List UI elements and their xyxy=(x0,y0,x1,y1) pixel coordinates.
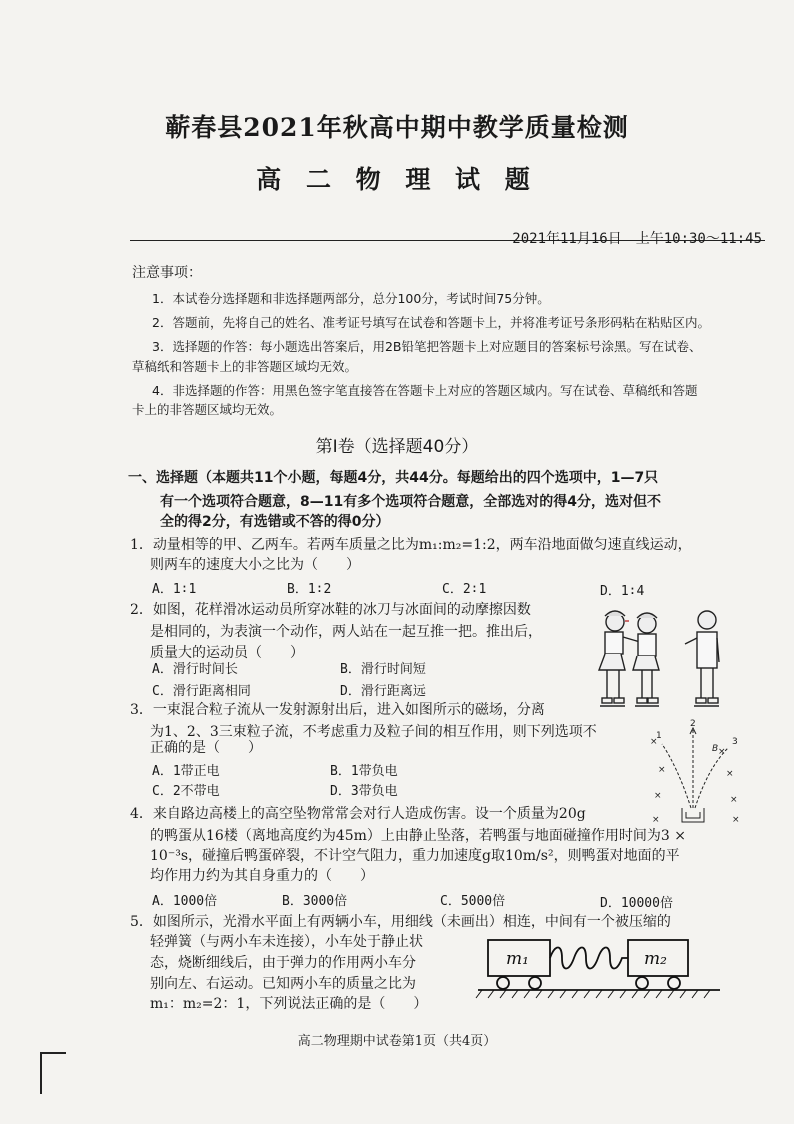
q2-option-d: D．滑行距离远 xyxy=(340,684,426,699)
q2-stem: 2．如图，花样滑冰运动员所穿冰鞋的冰刀与冰面间的动摩擦因数 xyxy=(130,602,531,618)
field-cross: × xyxy=(718,747,726,757)
field-cross: × xyxy=(726,769,734,779)
q3-option-b: B．1带负电 xyxy=(330,764,398,779)
magnetic-field-figure xyxy=(648,718,743,833)
q3-option-d: D．3带负电 xyxy=(330,784,398,799)
exam-date: 2021年11月16日 上午10:30～11:45 xyxy=(512,231,762,247)
q5-stem: 5．如图所示，光滑水平面上有两辆小车，用细线（未画出）相连，中间有一个被压缩的 xyxy=(130,914,671,930)
q4-option-d: D．10000倍 xyxy=(600,896,673,911)
corner-mark xyxy=(40,1052,66,1094)
field-cross: × xyxy=(658,765,666,775)
cart-m2-label: m₂ xyxy=(644,949,667,969)
field-cross: × xyxy=(650,737,658,747)
instruction-line: 一、选择题（本题共11个小题，每题4分，共44分。每题给出的四个选项中，1—7只 xyxy=(128,470,659,486)
field-cross: × xyxy=(654,791,662,801)
cart-m1-label: m₁ xyxy=(506,949,529,969)
field-cross: × xyxy=(652,815,660,825)
q4-stem: 的鸭蛋从16楼（离地高度约为45m）上由静止坠落，若鸭蛋与地面碰撞作用时间为3 × xyxy=(150,828,686,844)
notice-line: 2．答题前，先将自己的姓名、准考证号填写在试卷和答题卡上，并将准考证号条形码粘在粘贴区内。 xyxy=(152,315,710,330)
field-cross: × xyxy=(732,815,740,825)
q3-option-c: C．2不带电 xyxy=(152,784,220,799)
instruction-line: 有一个选项符合题意，8—11有多个选项符合题意，全部选对的得4分，选对但不 xyxy=(160,494,661,510)
q1-option-c: C．2∶1 xyxy=(442,582,487,597)
q3-stem: 3．一束混合粒子流从一发射源射出后，进入如图所示的磁场，分离 xyxy=(130,702,545,718)
q5-stem: 轻弹簧（与两小车未连接），小车处于静止状 xyxy=(150,934,423,950)
q5-stem: m₁：m₂=2：1，下列说法正确的是（ ） xyxy=(150,996,428,1012)
q4-stem: 10⁻³s，碰撞后鸭蛋碎裂，不计空气阻力，重力加速度g取10m/s²，则鸭蛋对地面的平 xyxy=(150,848,680,864)
page-footer: 高二物理期中试卷第1页（共4页） xyxy=(297,1034,497,1049)
q4-option-c: C．5000倍 xyxy=(440,894,506,909)
notice-line: 3．选择题的作答：每小题选出答案后，用2B铅笔把答题卡上对应题目的答案标号涂黑。写在试卷、 xyxy=(152,339,702,354)
q1-stem: 1．动量相等的甲、乙两车。若两车质量之比为m₁:m₂=1:2，两车沿地面做匀速直线运动， xyxy=(130,537,692,553)
q2-stem: 质量大的运动员（ ） xyxy=(150,645,304,661)
q1-option-d: D．1∶4 xyxy=(600,584,645,599)
beam-3-label: 3 xyxy=(732,737,738,747)
notice-line: 草稿纸和答题卡上的非答题区域均无效。 xyxy=(132,359,358,374)
q5-stem: 态，烧断细线后，由于弹力的作用两小车分 xyxy=(150,955,416,971)
q1-option-a: A．1∶1 xyxy=(152,582,197,597)
q1-option-b: B．1∶2 xyxy=(287,582,332,597)
notice-line: 4．非选择题的作答：用黑色签字笔直接答在答题卡上对应的答题区域内。写在试卷、草稿纸和答题 xyxy=(152,383,698,398)
q3-option-a: A．1带正电 xyxy=(152,764,220,779)
exam-title: 蕲春县2021年秋高中期中教学质量检测 xyxy=(165,113,629,142)
q2-option-a: A．滑行时间长 xyxy=(152,662,238,677)
q4-option-b: B．3000倍 xyxy=(282,894,348,909)
q2-option-c: C．滑行距离相同 xyxy=(152,684,251,699)
notice-line: 1．本试卷分选择题和非选择题两部分，总分100分，考试时间75分钟。 xyxy=(152,291,550,306)
two-carts-figure xyxy=(470,934,732,1004)
notice-line: 卡上的非答题区域均无效。 xyxy=(132,402,283,417)
field-b-label: B xyxy=(712,744,719,754)
beam-2-label: 2 xyxy=(690,719,696,729)
exam-subtitle: 高 二 物 理 试 题 xyxy=(256,165,538,194)
section-title: 第Ⅰ卷（选择题40分） xyxy=(315,437,479,457)
q3-stem: 为1、2、3三束粒子流，不考虑重力及粒子间的相互作用，则下列选项不 xyxy=(150,724,597,740)
q2-option-b: B．滑行时间短 xyxy=(340,662,426,677)
skaters-figure xyxy=(585,602,735,712)
beam-1-label: 1 xyxy=(656,731,662,741)
q3-stem: 正确的是（ ） xyxy=(150,740,262,756)
q4-stem: 均作用力约为其自身重力的（ ） xyxy=(150,868,374,884)
notice-heading: 注意事项： xyxy=(132,265,202,281)
q5-stem: 别向左、右运动。已知两小车的质量之比为 xyxy=(150,976,416,992)
q4-stem: 4．来自路边高楼上的高空坠物常常会对行人造成伤害。设一个质量为20g xyxy=(130,806,586,822)
instruction-line: 全的得2分，有选错或不答的得0分） xyxy=(160,514,390,530)
q1-stem: 则两车的速度大小之比为（ ） xyxy=(150,557,360,573)
field-cross: × xyxy=(730,795,738,805)
q2-stem: 是相同的，为表演一个动作，两人站在一起互推一把。推出后， xyxy=(150,624,542,640)
q4-option-a: A．1000倍 xyxy=(152,894,218,909)
